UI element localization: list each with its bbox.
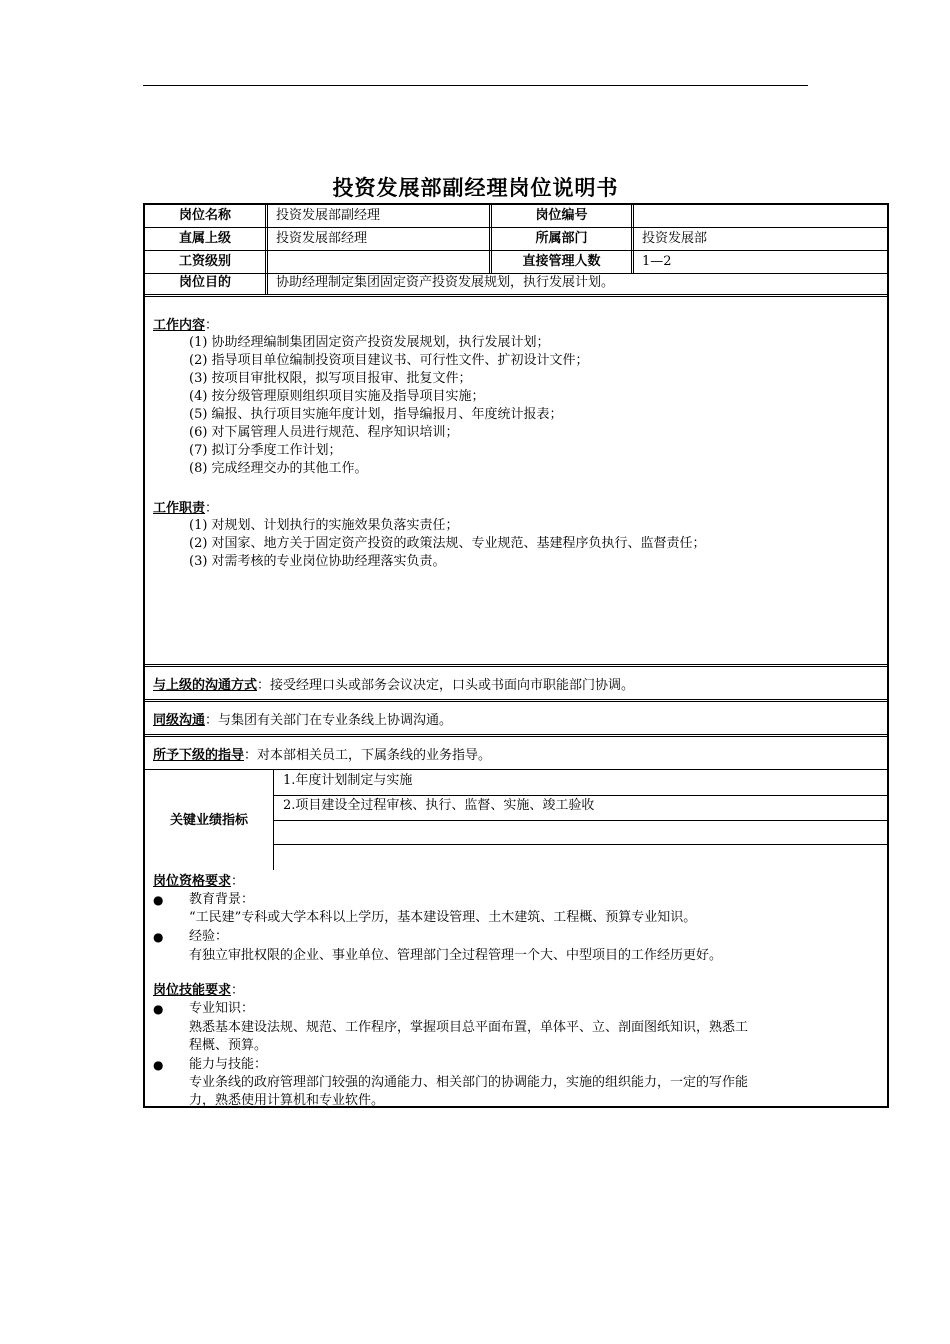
department-value: 投资发展部 <box>642 231 708 246</box>
subordinates-label: 直接管理人数 <box>522 254 601 269</box>
section-divider <box>145 734 887 737</box>
peer-communication-heading: 同级沟通 <box>153 713 206 728</box>
superior-label: 直属上级 <box>178 231 231 246</box>
section-divider <box>145 769 887 770</box>
ability-text: 力，熟悉使用计算机和专业软件。 <box>189 1093 385 1108</box>
document-title: 投资发展部副经理岗位说明书 <box>332 176 619 200</box>
subordinates-value: 1—2 <box>642 254 672 269</box>
work-content-heading: 工作内容： <box>153 318 219 333</box>
kpi-row-divider <box>273 820 887 821</box>
work-content-item: (5) 编报、执行项目实施年度计划，指导编报月、年度统计报表； <box>189 407 563 422</box>
job-description-table <box>143 203 889 1108</box>
row-divider <box>145 294 887 297</box>
lower-guidance: 所予下级的指导：对本部相关员工，下属条线的业务指导。 <box>153 748 492 763</box>
kpi-item: 2.项目建设全过程审核、执行、监督、实施、竣工验收 <box>283 798 595 813</box>
upper-communication-text: 接受经理口头或部务会议决定，口头或书面向市职能部门协调。 <box>270 678 635 693</box>
salary-level-label: 工资级别 <box>178 254 231 269</box>
knowledge-text: 熟悉基本建设法规、规范、工作程序，掌握项目总平面布置，单体平、立、剖面图纸知识，熟悉工 <box>189 1020 749 1035</box>
position-name-value: 投资发展部副经理 <box>276 208 381 223</box>
kpi-label: 关键业绩指标 <box>169 813 248 828</box>
bullet-icon: ● <box>153 1002 164 1016</box>
duty-item: (1) 对规划、计划执行的实施效果负落实责任； <box>189 518 459 533</box>
purpose-value: 协助经理制定集团固定资产投资发展规划，执行发展计划。 <box>276 275 615 290</box>
section-divider <box>145 664 887 667</box>
upper-communication-heading: 与上级的沟通方式 <box>153 678 258 693</box>
duties-heading: 工作职责： <box>153 501 219 516</box>
knowledge-label: 专业知识： <box>189 1001 255 1016</box>
kpi-row-divider <box>273 844 887 845</box>
kpi-item: 1.年度计划制定与实施 <box>283 773 413 788</box>
knowledge-text: 程概、预算。 <box>189 1038 268 1053</box>
position-code-label: 岗位编号 <box>535 208 588 223</box>
upper-communication: 与上级的沟通方式：接受经理口头或部务会议决定，口头或书面向市职能部门协调。 <box>153 678 635 693</box>
skills-heading: 岗位技能要求： <box>153 983 245 998</box>
ability-label: 能力与技能： <box>189 1057 268 1072</box>
lower-guidance-heading: 所予下级的指导 <box>153 748 245 763</box>
superior-value: 投资发展部经理 <box>276 231 368 246</box>
work-content-item: (2) 指导项目单位编制投资项目建议书、可行性文件、扩初设计文件； <box>189 353 589 368</box>
bullet-icon: ● <box>153 893 164 907</box>
duty-item: (3) 对需考核的专业岗位协助经理落实负责。 <box>189 554 446 569</box>
kpi-row-divider <box>273 795 887 796</box>
department-label: 所属部门 <box>535 231 588 246</box>
duty-item: (2) 对国家、地方关于固定资产投资的政策法规、专业规范、基建程序负执行、监督责任； <box>189 536 706 551</box>
bullet-icon: ● <box>153 930 164 944</box>
work-content-item: (7) 拟订分季度工作计划； <box>189 443 342 458</box>
experience-text: 有独立审批权限的企业、事业单位、管理部门全过程管理一个大、中型项目的工作经历更好。 <box>189 948 723 963</box>
work-content-item: (8) 完成经理交办的其他工作。 <box>189 461 368 476</box>
header-rule <box>143 85 808 86</box>
duties-heading-text: 工作职责 <box>153 501 206 516</box>
lower-guidance-text: 对本部相关员工，下属条线的业务指导。 <box>257 748 492 763</box>
qualifications-heading: 岗位资格要求： <box>153 874 245 889</box>
experience-label: 经验： <box>189 929 229 944</box>
peer-communication: 同级沟通：与集团有关部门在专业条线上协调沟通。 <box>153 713 453 728</box>
skills-heading-text: 岗位技能要求 <box>153 983 232 998</box>
work-content-item: (4) 按分级管理原则组织项目实施及指导项目实施； <box>189 389 485 404</box>
position-name-label: 岗位名称 <box>178 208 231 223</box>
peer-communication-text: 与集团有关部门在专业条线上协调沟通。 <box>218 713 453 728</box>
education-text: “工民建”专科或大学本科以上学历，基本建设管理、土木建筑、工程概、预算专业知识。 <box>189 910 697 925</box>
bullet-icon: ● <box>153 1058 164 1072</box>
work-content-item: (1) 协助经理编制集团固定资产投资发展规划，执行发展计划； <box>189 335 550 350</box>
work-content-item: (6) 对下属管理人员进行规范、程序知识培训； <box>189 425 459 440</box>
kpi-col-divider <box>273 769 274 870</box>
ability-text: 专业条线的政府管理部门较强的沟通能力、相关部门的协调能力，实施的组织能力，一定的写作能 <box>189 1075 749 1090</box>
education-label: 教育背景： <box>189 892 255 907</box>
section-divider <box>145 699 887 702</box>
work-content-heading-text: 工作内容 <box>153 318 206 333</box>
qualifications-heading-text: 岗位资格要求 <box>153 874 232 889</box>
purpose-label: 岗位目的 <box>178 275 231 290</box>
work-content-item: (3) 按项目审批权限，拟写项目报审、批复文件； <box>189 371 472 386</box>
